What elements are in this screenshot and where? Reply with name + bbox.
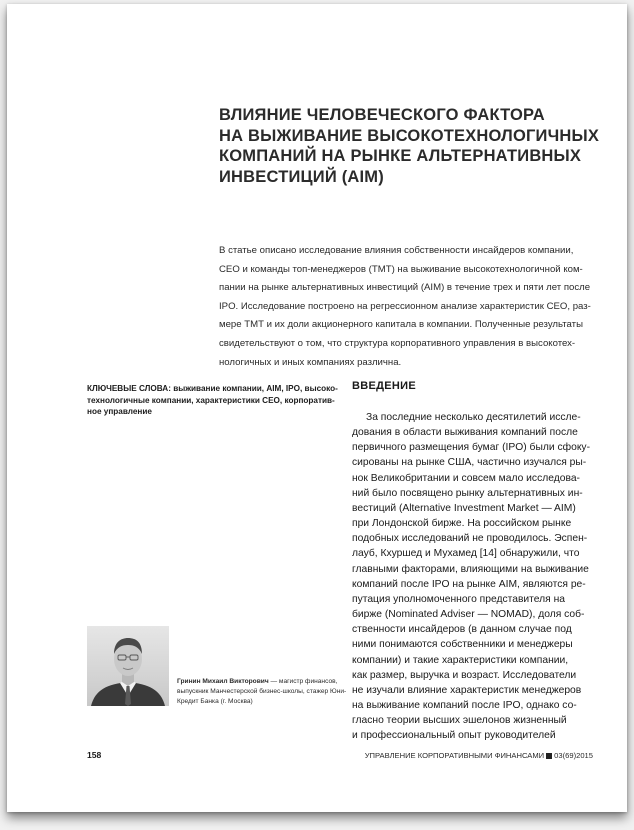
body-line: ственности инсайдеров (в данном случае под [352,624,572,636]
abstract [219,242,589,372]
article-title [219,105,609,187]
abstract-line: нологичных и иных компаниях различна. [219,356,402,368]
square-separator-icon [546,753,552,759]
journal-issue: 03(69)2015 [554,751,593,760]
abstract-line: CEO и команды топ-менеджеров (ТМТ) на выживание высокотехнологичной ком- [219,263,583,275]
body-line: нок Великобритании и совсем мало исследова- [352,472,580,484]
author-info [177,677,352,708]
author-photo [87,626,169,706]
keywords-block [87,383,338,418]
keywords-line: технологичные компании, характеристики CEO, корпоратив- [87,395,335,405]
body-line: вестиций (Alternative Investment Market — AIM) [352,502,576,514]
body-line: лауб, Кхуршед и Мухамед [14] обнаружили, что [352,548,580,560]
journal-name: УПРАВЛЕНИЕ КОРПОРАТИВНЫМИ ФИНАНСАМИ [364,751,545,760]
article-page [7,4,627,812]
body-line: как размер, выручка и возраст. Исследователи [352,669,577,681]
body-line: при Лондонской бирже. На российском рынке [352,518,572,530]
author-portrait-icon [87,626,169,706]
body-line: ний было посвящено рынку альтернативных ин- [352,487,583,499]
body-line: не изучали влияние характеристик менеджеров [352,684,582,696]
author-line: выпускник Манчестерской бизнес-школы, стажер Юни- [177,688,347,696]
body-line: компании) и такие характеристики компании, [352,654,569,666]
abstract-line: свидетельствуют о том, что структура корпоративного управления в высокотех- [219,337,576,349]
introduction-text [352,410,597,743]
body-line: бирже (Nominated Adviser — NOMAD), доля соб- [352,609,585,621]
keywords-line: ное управление [87,407,152,417]
body-line: дования в области выживания компаний после [352,427,578,439]
body-line: и профессиональный опыт руководителей [352,730,556,742]
body-line: ними понимаются собственники и менеджеры [352,639,573,651]
abstract-line: В статье описано исследование влияния собственности инсайдеров компании, [219,245,574,256]
keywords-line: КЛЮЧЕВЫЕ СЛОВА: выживание компании, AIM, IPO, высоко- [87,384,338,393]
abstract-line: мере ТМТ и их доли акционерного капитала в компании. Полученные результаты [219,319,583,331]
body-line: главными факторами, влияющими на выживание [352,563,589,575]
page-number: 158 [87,750,102,760]
author-line: Кредит Банка (г. Москва) [177,698,253,706]
author-line [177,677,352,687]
abstract-line: пании на рынке альтернативных инвестиций (AIM) в течение трех и пяти лет после [219,282,591,294]
section-heading: ВВЕДЕНИЕ [352,380,416,392]
title-line: НА ВЫЖИВАНИЕ ВЫСОКОТЕХНОЛОГИЧНЫХ [219,126,600,145]
title-line: КОМПАНИЙ НА РЫНКЕ АЛЬТЕРНАТИВНЫХ [219,147,582,165]
body-line: компаний после IPO на рынке AIM, являются ре- [352,578,586,590]
author-credentials: — магистр финансов, [268,678,338,685]
body-line: на выживание компаний после IPO, однако со- [352,699,577,711]
journal-footer [365,751,593,760]
body-line: гласно теории высших эшелонов жизненный [352,715,567,727]
title-line: ИНВЕСТИЦИЙ (AIM) [219,167,384,186]
body-line: путация уполномоченного представителя на [352,593,566,605]
body-line: сированы на рынке США, частично изучался ры- [352,457,587,469]
author-name: Гринин Михаил Викторович [177,678,269,685]
body-line: За последние несколько десятилетий иссле- [366,412,581,423]
body-line: первичного размещения бумаг (IPO) были сфоку- [352,442,591,454]
body-line: подобных исследований не проводилось. Эспен- [352,533,588,545]
abstract-line: IPO. Исследование построено на регрессионном анализе характеристик CEO, раз- [219,300,591,312]
title-line: ВЛИЯНИЕ ЧЕЛОВЕЧЕСКОГО ФАКТОРА [219,106,545,124]
